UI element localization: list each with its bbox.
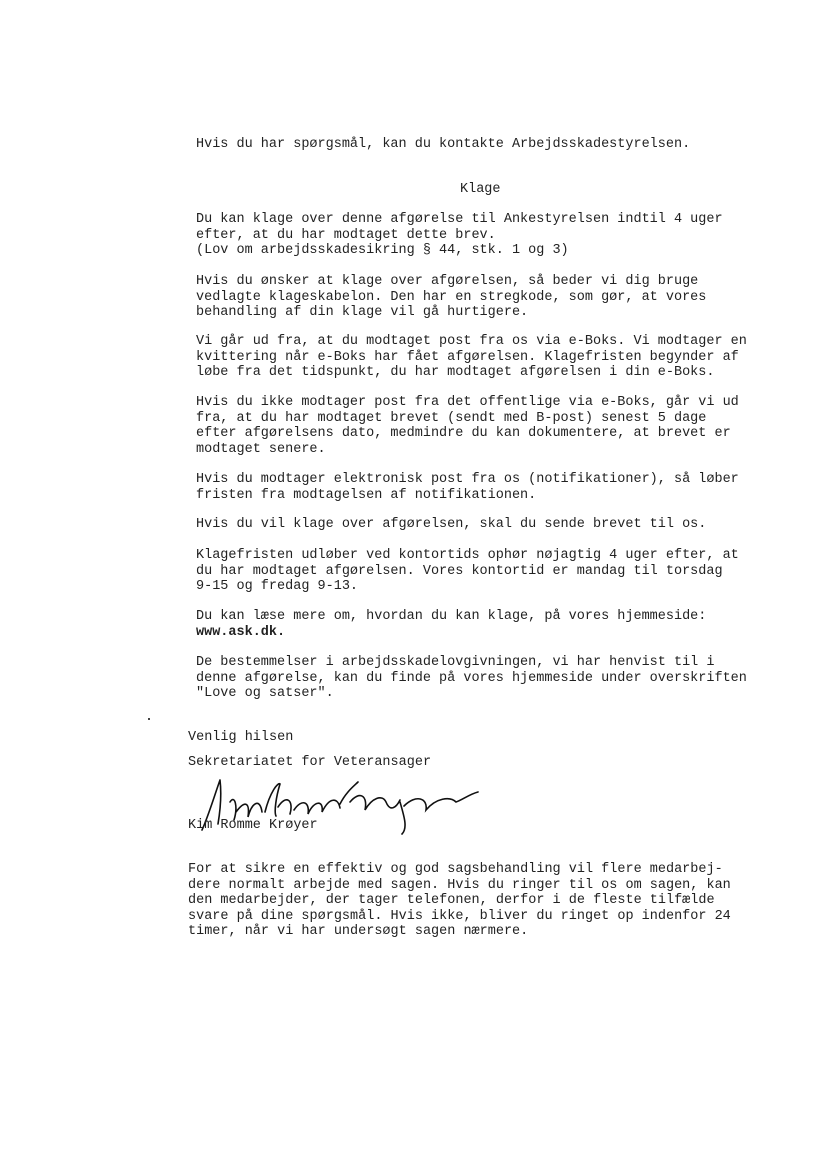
section-heading: Klage (460, 182, 501, 197)
footer-note (188, 862, 778, 940)
paragraph-line: modtaget senere. (196, 441, 326, 457)
paragraph-line: Du kan læse mere om, hvordan du kan klage, på vores hjemmeside: (196, 609, 707, 624)
paragraph-line: Klagefristen udløber ved kontortids ophør nøjagtig 4 uger efter, at (196, 548, 739, 563)
paragraph-2 (196, 274, 786, 321)
intro-line: Hvis du har spørgsmål, kan du kontakte Arbejdsskadestyrelsen. (196, 137, 691, 152)
closing-text: Venlig hilsen (188, 730, 294, 745)
paragraph-4 (196, 395, 786, 457)
paragraph-line: Hvis du ønsker at klage over afgørelsen, så beder vi dig bruge (196, 274, 699, 289)
paragraph-line: Vi går ud fra, at du modtaget post fra os via e-Boks. Vi modtager en (196, 334, 747, 349)
paragraph-8 (196, 609, 786, 640)
paragraph-line: (Lov om arbejdsskadesikring § 44, stk. 1 og 3) (196, 243, 569, 259)
paragraph-line: du har modtaget afgørelsen. Vores kontortid er mandag til torsdag (196, 563, 723, 579)
paragraph-6 (196, 517, 786, 533)
intro-text (196, 137, 786, 153)
department-name: Sekretariatet for Veteransager (188, 755, 432, 770)
paragraph-1 (196, 212, 786, 259)
footer-line: For at sikre en effektiv og god sagsbehandling vil flere medarbej- (188, 862, 723, 877)
paragraph-line: Hvis du ikke modtager post fra det offentlige via e-Boks, går vi ud (196, 395, 739, 410)
paragraph-7 (196, 548, 786, 595)
paragraph-line: kvittering når e-Boks har fået afgørelsen. Klagefristen begynder af (196, 349, 739, 365)
paragraph-line: De bestemmelser i arbejdsskadelovgivningen, vi har henvist til i (196, 655, 715, 670)
paragraph-line: behandling af din klage vil gå hurtigere. (196, 305, 529, 321)
paragraph-line: Du kan klage over denne afgørelse til Ankestyrelsen indtil 4 uger (196, 212, 723, 227)
paragraph-line: fristen fra modtagelsen af notifikationen. (196, 487, 537, 503)
paragraph-line: Hvis du modtager elektronisk post fra os (notifikationer), så løber (196, 472, 739, 487)
paragraph-line: fra, at du har modtaget brevet (sendt med B-post) senest 5 dage (196, 410, 707, 426)
paragraph-line: 9-15 og fredag 9-13. (196, 579, 359, 595)
paragraph-line: "Love og satser". (196, 686, 334, 702)
paragraph-line: løbe fra det tidspunkt, du har modtaget afgørelsen i din e-Boks. (196, 365, 715, 381)
footer-line: timer, når vi har undersøgt sagen nærmere. (188, 924, 529, 940)
paragraph-line: Hvis du vil klage over afgørelsen, skal du sende brevet til os. (196, 517, 707, 532)
paragraph-line: vedlagte klageskabelon. Den har en stregkode, som gør, at vores (196, 289, 707, 305)
paragraph-line: denne afgørelse, kan du finde på vores hjemmeside under overskriften (196, 670, 747, 686)
paragraph-3 (196, 334, 786, 381)
paragraph-9 (196, 655, 786, 702)
website-link[interactable]: www.ask.dk. (196, 624, 286, 640)
paragraph-line: efter afgørelsens dato, medmindre du kan dokumentere, at brevet er (196, 426, 731, 442)
paragraph-line: efter, at du har modtaget dette brev. (196, 227, 496, 243)
stray-dot (148, 718, 150, 720)
paragraph-5 (196, 472, 786, 503)
footer-line: dere normalt arbejde med sagen. Hvis du ringer til os om sagen, kan (188, 877, 731, 893)
signer-name: Kim Romme Krøyer (188, 818, 318, 833)
footer-line: den medarbejder, der tager telefonen, derfor i de fleste tilfælde (188, 893, 715, 909)
footer-line: svare på dine spørgsmål. Hvis ikke, bliver du ringet op indenfor 24 (188, 908, 731, 924)
